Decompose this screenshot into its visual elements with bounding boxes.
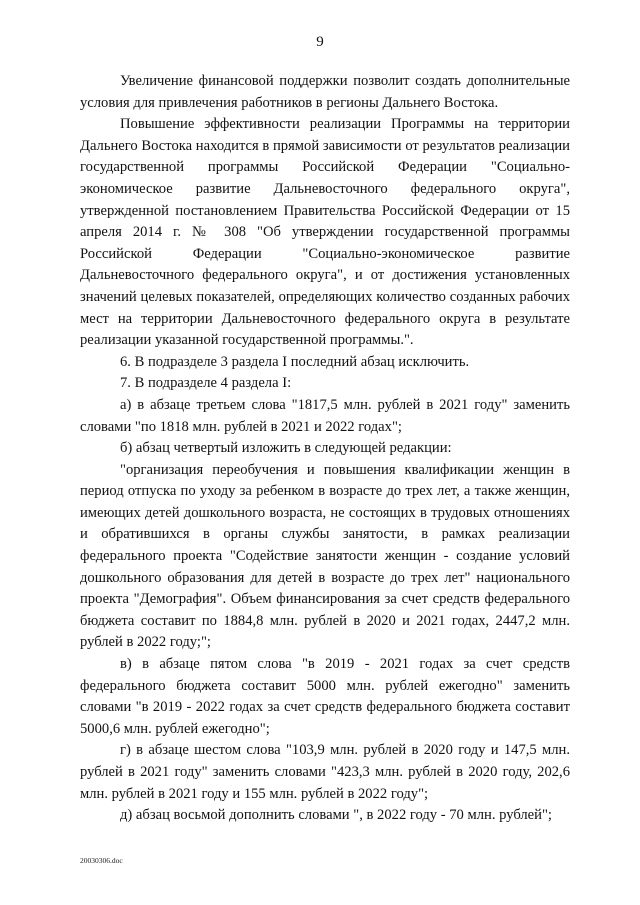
document-body: [80, 71, 570, 827]
paragraph: б) абзац четвертый изложить в следующей редакции:: [120, 440, 452, 457]
paragraph: 7. В подразделе 4 раздела I:: [120, 375, 292, 392]
paragraph: в) в абзаце пятом слова "в 2019 - 2021 годах за счет средств федерального бюджета составит 5000 млн. рублей ежегодно" заменить словами "в 2019 - 2022 годах за счет средств федерального бюджета составит 5000,6 млн. рублей ежегодно";: [80, 656, 570, 737]
paragraph: г) в абзаце шестом слова "103,9 млн. рублей в 2020 году и 147,5 млн. рублей в 2021 году" заменить словами "423,3 млн. рублей в 2020 году, 202,6 млн. рублей в 2021 году и 155 млн. рублей в 2022 году";: [80, 742, 570, 802]
paragraph: Повышение эффективности реализации Программы на территории Дальнего Востока находится в прямой зависимости от результатов реализации государственной программы Российской Федерации "Социально-экономическое развитие Дальневосточного федерального округа", утвержденной постановлением Правительства Российской Федерации от 15 апреля 2014 г. № 308 "Об утверждении государственной программы Российской Федерации "Социально-экономическое развитие Дальневосточного федерального округа", и от достижения установленных значений целевых показателей, определяющих количество созданных рабочих мест на территории Дальневосточного федерального округа в результате реализации указанной государственной программы.".: [80, 116, 570, 349]
paragraph: а) в абзаце третьем слова "1817,5 млн. рублей в 2021 году" заменить словами "по 1818 млн. рублей в 2021 и 2022 годах";: [80, 396, 570, 435]
page-number: 9: [316, 34, 324, 50]
paragraph: 6. В подразделе 3 раздела I последний абзац исключить.: [120, 353, 470, 370]
paragraph: Увеличение финансовой поддержки позволит создать дополнительные условия для привлечения работников в регионы Дальнего Востока.: [80, 73, 570, 111]
paragraph: "организация переобучения и повышения квалификации женщин в период отпуска по уходу за ребенком в возрасте до трех лет, а также женщин, имеющих детей дошкольного возраста, не состоящих в трудовых отношениях и обратившихся в органы службы занятости, в рамках реализации федерального проекта "Содействие занятости женщин - создание условий дошкольного образования для детей в возрасте до трех лет" национального проекта "Демография". Объем финансирования за счет средств федерального бюджета составит по 1884,8 млн. рублей в 2020 и 2021 годах, 2447,2 млн. рублей в 2022 году;";: [80, 461, 570, 651]
file-name-footer: 20030306.doc: [80, 856, 123, 865]
paragraph: д) абзац восьмой дополнить словами ", в 2022 году - 70 млн. рублей";: [120, 807, 552, 824]
